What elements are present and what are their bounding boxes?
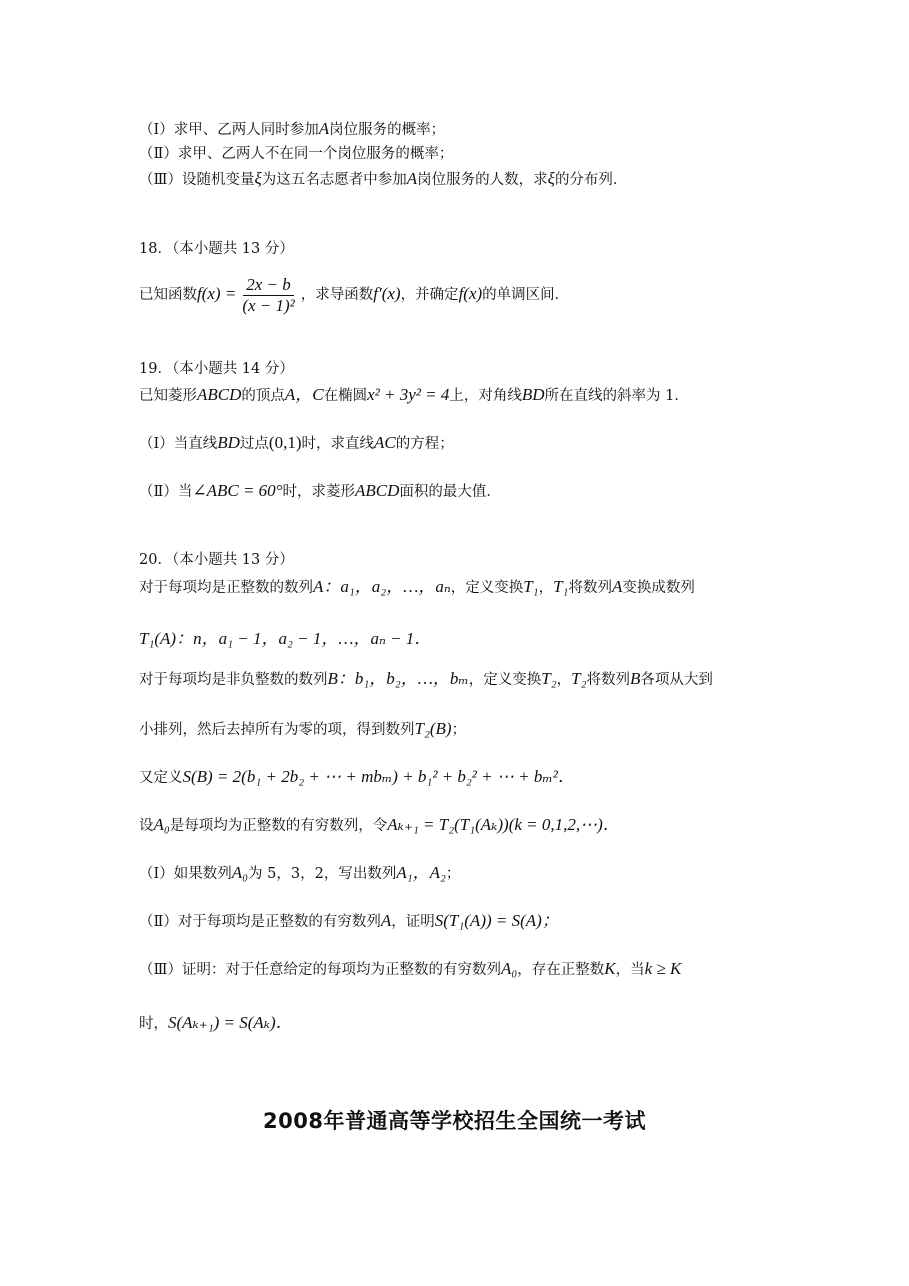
q19-a: 已知菱形 (139, 388, 197, 404)
q20-l1-d: 将数列 (568, 580, 612, 596)
q19-p2-b: 时，求菱形 (282, 484, 355, 500)
q20-part-3 (139, 958, 681, 981)
q19-p1-d: 的方程； (395, 436, 454, 452)
q20-line-3 (139, 668, 713, 691)
math-T2: T₂ (541, 669, 557, 688)
q19-header-text: 19．（本小题共 14 分） (139, 361, 294, 377)
math-var-xi: ξ (547, 169, 555, 188)
q19-header (139, 358, 294, 380)
math-sequence-A: A：a₁，a₂，…，aₙ (313, 577, 451, 596)
q20-p3-b: ，存在正整数 (517, 962, 605, 978)
math-condition: k ≥ K (644, 959, 682, 978)
q17-p1-text: （Ⅰ）求甲、乙两人同时参加 (139, 122, 319, 138)
math-A1-A2: A₁，A₂ (396, 863, 446, 882)
q20-line-4 (139, 718, 466, 741)
q20-p2-a: （Ⅱ）对于每项均是正整数的有穷数列 (139, 914, 381, 930)
q20-l5-a: 又定义 (139, 770, 183, 786)
q20-l6-a: 设 (139, 818, 154, 834)
q17-p3-b: 为这五名志愿者中参加 (261, 172, 407, 188)
math-bd: BD (521, 385, 545, 404)
q18-b: ，求导函数 (300, 287, 374, 303)
q20-header (139, 549, 294, 571)
math-S-equality: S(Aₖ₊₁) = S(Aₖ)． (168, 1013, 293, 1032)
math-abcd: ABCD (354, 481, 400, 500)
q19-p1-a: （Ⅰ）当直线 (139, 436, 218, 452)
math-abcd: ABCD (197, 385, 242, 404)
math-var-A: A (406, 169, 418, 188)
math-bd: BD (217, 433, 240, 452)
q20-l3-d: 将数列 (586, 672, 630, 688)
q17-p2-text: （Ⅱ）求甲、乙两人不在同一个岗位服务的概率； (139, 146, 454, 162)
q18-header-text: 18．（本小题共 13 分） (139, 241, 294, 257)
q19-body (139, 384, 689, 407)
q20-header-text: 20．（本小题共 13 分） (139, 552, 294, 568)
math-var-B: B (630, 669, 641, 688)
math-angle: ∠ABC = 60° (192, 481, 283, 500)
fraction-numerator: 2x − b (243, 275, 294, 296)
q20-l6-b: 是每项均为正整数的有穷数列，令 (169, 818, 388, 834)
q20-l1-c: ， (538, 580, 554, 596)
q19-p1-b: 过点 (239, 436, 269, 452)
math-T2B: T₂(B) (414, 719, 452, 738)
math-fraction (239, 275, 297, 316)
q20-line-6 (139, 814, 620, 837)
math-var-A: A (611, 577, 623, 596)
q17-p1-tail: 岗位服务的概率； (329, 122, 446, 138)
q20-l3-c: ， (556, 672, 572, 688)
math-A0: A₀ (500, 959, 518, 978)
q20-l1-a: 对于每项均是正整数的数列 (139, 580, 313, 596)
q20-p1-b: 为 5，3，2，写出数列 (248, 866, 397, 882)
q18-a: 已知函数 (139, 287, 197, 303)
q20-part-3-cont (139, 1012, 293, 1035)
math-var-A: A (318, 119, 330, 138)
math-A0: A₀ (231, 863, 249, 882)
math-T2: T₂ (571, 669, 587, 688)
q20-line-5 (139, 766, 575, 789)
math-T1: T₁ (523, 577, 539, 596)
q19-part-2 (139, 480, 501, 503)
q19-d: 上，对角线 (449, 388, 522, 404)
q20-line-2 (139, 628, 431, 651)
q18-c: ，并确定 (400, 287, 459, 303)
q17-p3-c: 岗位服务的人数，求 (417, 172, 548, 188)
math-ac: A，C (284, 385, 324, 404)
math-var-A: A (380, 911, 392, 930)
q20-p3-c: ，当 (615, 962, 645, 978)
q19-b: 的顶点 (241, 388, 285, 404)
q19-e: 所在直线的斜率为 1． (544, 388, 689, 404)
math-fx: f(x) = (197, 284, 237, 303)
math-A0: A₀ (153, 815, 170, 834)
q20-l1-b: ，定义变换 (450, 580, 524, 596)
q20-p3-a: （Ⅲ）证明：对于任意给定的每项均为正整数的有穷数列 (139, 962, 501, 978)
math-var-K: K (604, 959, 616, 978)
fraction-denominator: (x − 1)² (242, 295, 295, 315)
math-ellipse: x² + 3y² = 4 (367, 385, 450, 404)
math-recurrence: Aₖ₊₁ = T₂(T₁(Aₖ))(k = 0,1,2,⋯)． (387, 815, 620, 834)
q18-header (139, 238, 294, 260)
q20-l3-b: ，定义变换 (468, 672, 542, 688)
math-T1A: T₁(A)：n，a₁ − 1，a₂ − 1，…，aₙ − 1． (139, 629, 432, 648)
q20-l4-a: 小排列，然后去掉所有为零的项，得到数列 (139, 722, 415, 738)
q20-p2-b: ，证明 (391, 914, 435, 930)
q19-part-1 (139, 432, 454, 455)
math-derivative: f′(x) (373, 284, 401, 303)
q20-l4-b: ； (451, 722, 467, 738)
q20-p1-a: （Ⅰ）如果数列 (139, 866, 232, 882)
q20-p1-c: ； (445, 866, 461, 882)
math-S-identity: S(T₁(A)) = S(A)； (434, 911, 559, 930)
q20-l1-e: 变换成数列 (622, 580, 695, 596)
math-var-xi: ξ (254, 169, 262, 188)
q19-p2-c: 面积的最大值． (399, 484, 501, 500)
q20-line-1 (139, 576, 695, 599)
q17-part-1 (139, 118, 445, 141)
q17-part-2 (139, 143, 453, 165)
q19-c: 在椭圆 (323, 388, 368, 404)
math-ac: AC (373, 433, 396, 452)
math-point: (0,1) (268, 433, 302, 452)
exam-title: 2008年普通高等学校招生全国统一考试 (263, 1109, 646, 1133)
q18-d: 的单调区间． (482, 287, 570, 303)
q17-part-3 (139, 168, 627, 191)
q17-p3-a: （Ⅲ）设随机变量 (139, 172, 255, 188)
q18-body (139, 272, 569, 317)
q17-p3-d: 的分布列． (554, 172, 628, 188)
math-S-definition: S(B) = 2(b₁ + 2b₂ + ⋯ + mbₘ) + b₁² + b₂² + ⋯ + bₘ²． (182, 767, 575, 786)
math-T1: T₁ (553, 577, 569, 596)
math-sequence-B: B：b₁，b₂，…，bₘ (327, 669, 469, 688)
q20-part-2 (139, 910, 559, 933)
q20-l3-a: 对于每项均是非负整数的数列 (139, 672, 328, 688)
math-fx: f(x) (458, 284, 483, 303)
q19-p2-a: （Ⅱ）当 (139, 484, 193, 500)
q20-l3-e: 各项从大到 (640, 672, 713, 688)
q20-p4-a: 时， (139, 1016, 168, 1032)
q20-part-1 (139, 862, 460, 885)
q19-p1-c: 时，求直线 (301, 436, 374, 452)
